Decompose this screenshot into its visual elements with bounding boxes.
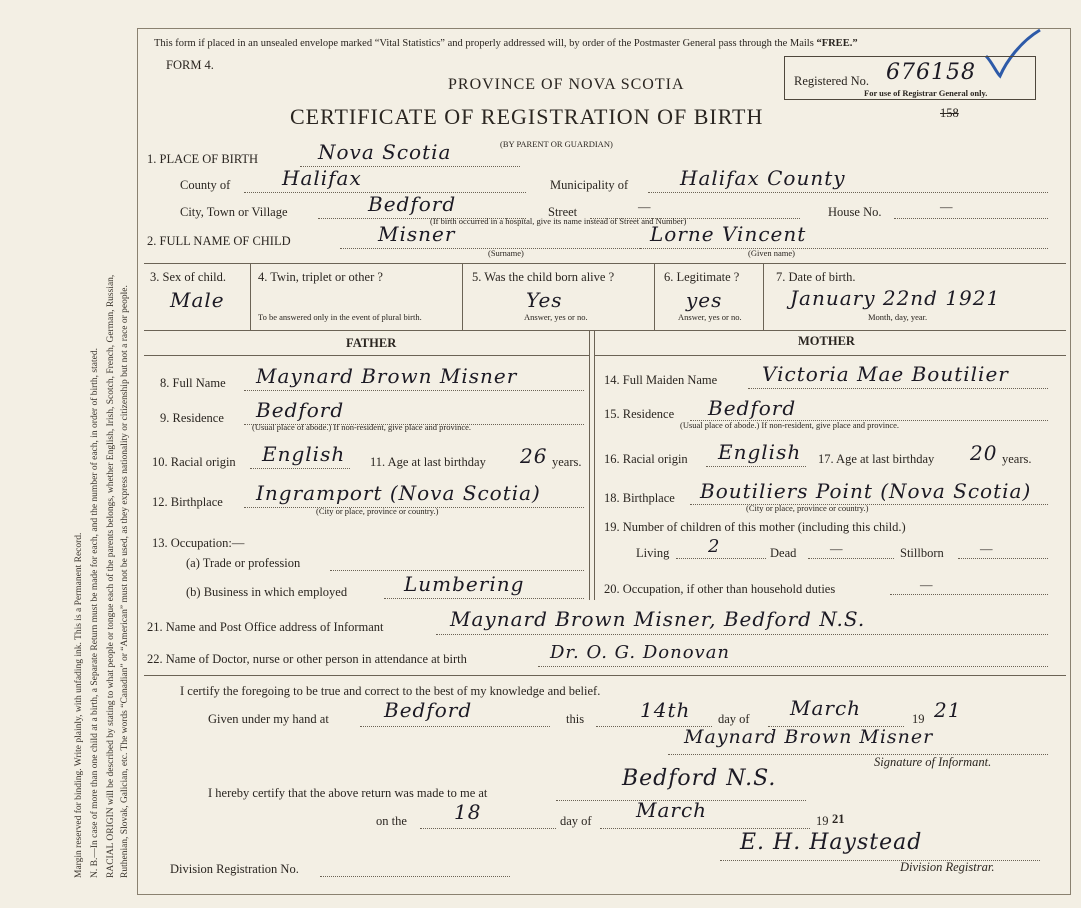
- mother-age-unit: years.: [1002, 452, 1032, 466]
- county-label: County of: [180, 178, 231, 192]
- father-residence-note: (Usual place of abode.) If non-resident, give place and province.: [252, 422, 472, 432]
- mother-birthplace-value: Boutiliers Point (Nova Scotia): [700, 479, 1032, 503]
- child-given-name: Lorne Vincent: [650, 222, 807, 246]
- father-birthplace-label: 12. Birthplace: [152, 495, 223, 509]
- doctor-label: 22. Name of Doctor, nurse or other person in attendance at birth: [147, 652, 467, 666]
- mother-residence-note: (Usual place of abode.) If non-resident, give place and province.: [680, 420, 900, 430]
- page-title: CERTIFICATE OF REGISTRATION OF BIRTH: [290, 104, 764, 129]
- mother-heading: MOTHER: [798, 334, 855, 348]
- signature-label: Signature of Informant.: [874, 755, 992, 769]
- child-name-label: 2. FULL NAME OF CHILD: [147, 234, 291, 248]
- living-value: 2: [708, 536, 721, 557]
- date-of-birth-note: Month, day, year.: [868, 312, 928, 322]
- informant-signature: Maynard Brown Misner: [684, 726, 934, 748]
- margin-note-1: Margin reserved for binding. Write plainly, with unfading ink. This is a Permanent Record.: [74, 532, 84, 878]
- born-alive-value: Yes: [526, 288, 563, 312]
- twin-note: To be answered only in the event of plural birth.: [258, 312, 422, 322]
- legitimate-note: Answer, yes or no.: [678, 312, 742, 322]
- municipality-label: Municipality of: [550, 178, 629, 192]
- place-of-birth-value: Nova Scotia: [318, 140, 452, 164]
- living-label: Living: [636, 546, 670, 560]
- dead-value: —: [830, 542, 843, 556]
- province-heading: PROVINCE OF NOVA SCOTIA: [448, 76, 685, 93]
- dead-label: Dead: [770, 546, 797, 560]
- house-value: —: [940, 200, 953, 214]
- born-alive-label: 5. Was the child born alive ?: [472, 270, 615, 284]
- father-residence-label: 9. Residence: [160, 411, 224, 425]
- city-note: (If birth occurred in a hospital, give its name instead of Street and Number): [430, 216, 687, 226]
- registered-label: Registered No.: [794, 74, 869, 88]
- legitimate-value: yes: [686, 288, 723, 312]
- margin-note-2: N. B.—In case of more than one child at a birth, a Separate Return must be made for each, and the number of each, in order of birth, stated.: [90, 348, 100, 878]
- sex-value: Male: [170, 288, 225, 312]
- date-of-birth-label: 7. Date of birth.: [776, 270, 856, 284]
- given-note: (Given name): [748, 248, 795, 258]
- subtitle: (BY PARENT OR GUARDIAN): [500, 139, 613, 149]
- twin-label: 4. Twin, triplet or other ?: [258, 270, 383, 284]
- mother-birthplace-label: 18. Birthplace: [604, 491, 675, 505]
- mother-age-value: 20: [970, 441, 998, 465]
- registrar-year-prefix: 19: [816, 814, 829, 828]
- this-label: this: [566, 712, 585, 726]
- registrar-year: 21: [832, 812, 845, 826]
- doctor-value: Dr. O. G. Donovan: [550, 642, 731, 663]
- registrar-day: 18: [454, 800, 482, 824]
- born-alive-note: Answer, yes or no.: [524, 312, 588, 322]
- father-racial-label: 10. Racial origin: [152, 455, 236, 469]
- year-value: 21: [934, 698, 962, 722]
- mother-name-label: 14. Full Maiden Name: [604, 373, 718, 387]
- father-birthplace-value: Ingramport (Nova Scotia): [256, 481, 541, 505]
- place-of-birth-label: 1. PLACE OF BIRTH: [147, 152, 259, 166]
- margin-note-4: Ruthenian, Slovak, Galician, etc. The words “Canadian” or “American” must not be used, as they express nationality or citizenship but not a race or people.: [120, 285, 130, 878]
- city-label: City, Town or Village: [180, 205, 288, 219]
- mother-racial-label: 16. Racial origin: [604, 452, 688, 466]
- year-prefix: 19: [912, 712, 925, 726]
- city-value: Bedford: [368, 192, 457, 216]
- mother-racial-value: English: [718, 440, 802, 464]
- on-the-label: on the: [376, 814, 407, 828]
- father-age-unit: years.: [552, 455, 582, 469]
- stillborn-label: Stillborn: [900, 546, 944, 560]
- margin-note-3: RACIAL ORIGIN will be described by stating to what people or tongue each of the parents belongs, whether English, Irish, Scotch, French, German, Russian,: [106, 274, 116, 878]
- mother-residence-value: Bedford: [708, 396, 797, 420]
- registrar-place: Bedford N.S.: [622, 766, 777, 791]
- surname-note: (Surname): [488, 248, 524, 258]
- mail-notice-text: This form if placed in an unsealed envelope marked “Vital Statistics” and properly addressed will, by order of the Postmaster General pass through the Mails: [154, 38, 814, 49]
- day-of-label: day of: [718, 712, 750, 726]
- informant-value: Maynard Brown Misner, Bedford N.S.: [450, 607, 866, 631]
- registered-number: 676158: [886, 60, 976, 85]
- registrar-text: I hereby certify that the above return was made to me at: [208, 786, 488, 800]
- mail-notice-free: “FREE.”: [816, 38, 858, 49]
- mother-age-label: 17. Age at last birthday: [818, 452, 935, 466]
- county-value: Halifax: [282, 166, 362, 190]
- registrar-signature: E. H. Haystead: [740, 830, 923, 855]
- certify-text: I certify the foregoing to be true and correct to the best of my knowledge and belief.: [180, 684, 601, 698]
- stillborn-value: —: [980, 542, 993, 556]
- father-age-value: 26: [520, 444, 548, 468]
- father-residence-value: Bedford: [256, 398, 345, 422]
- division-registrar-title: Division Registrar.: [900, 860, 995, 874]
- child-surname: Misner: [378, 222, 456, 246]
- sex-label: 3. Sex of child.: [150, 270, 227, 284]
- mother-occupation-value: —: [920, 578, 933, 592]
- mother-residence-label: 15. Residence: [604, 407, 675, 421]
- house-label: House No.: [828, 205, 882, 219]
- father-age-label: 11. Age at last birthday: [370, 455, 486, 469]
- street-value: —: [638, 200, 651, 214]
- children-label: 19. Number of children of this mother (including this child.): [604, 520, 906, 534]
- father-birthplace-note: (City or place, province or country.): [316, 506, 439, 516]
- mail-notice: [154, 38, 858, 49]
- business-value: Lumbering: [404, 572, 525, 596]
- father-racial-value: English: [262, 442, 346, 466]
- crossed-number: 158: [940, 106, 959, 120]
- business-label: (b) Business in which employed: [186, 585, 348, 599]
- legitimate-label: 6. Legitimate ?: [664, 270, 740, 284]
- father-heading: FATHER: [346, 336, 397, 350]
- day-value: 14th: [640, 698, 691, 722]
- month-value: March: [790, 696, 862, 720]
- registered-note: For use of Registrar General only.: [864, 88, 988, 98]
- mother-name-value: Victoria Mae Boutilier: [762, 362, 1009, 386]
- given-label: Given under my hand at: [208, 712, 329, 726]
- given-place: Bedford: [384, 698, 473, 722]
- date-of-birth-value: January 22nd 1921: [790, 286, 1001, 310]
- mother-birthplace-note: (City or place, province or country.): [746, 503, 869, 513]
- father-name-label: 8. Full Name: [160, 376, 226, 390]
- registrar-day-of-label: day of: [560, 814, 592, 828]
- form-number: FORM 4.: [166, 58, 214, 72]
- mother-occupation-label: 20. Occupation, if other than household duties: [604, 582, 836, 596]
- trade-label: (a) Trade or profession: [186, 556, 301, 570]
- informant-label: 21. Name and Post Office address of Informant: [147, 620, 384, 634]
- street-label: Street: [548, 205, 578, 219]
- registrar-month: March: [636, 798, 708, 822]
- father-occupation-label: 13. Occupation:—: [152, 536, 245, 550]
- division-registration-label: Division Registration No.: [170, 862, 299, 876]
- father-name-value: Maynard Brown Misner: [256, 364, 518, 388]
- municipality-value: Halifax County: [680, 166, 846, 190]
